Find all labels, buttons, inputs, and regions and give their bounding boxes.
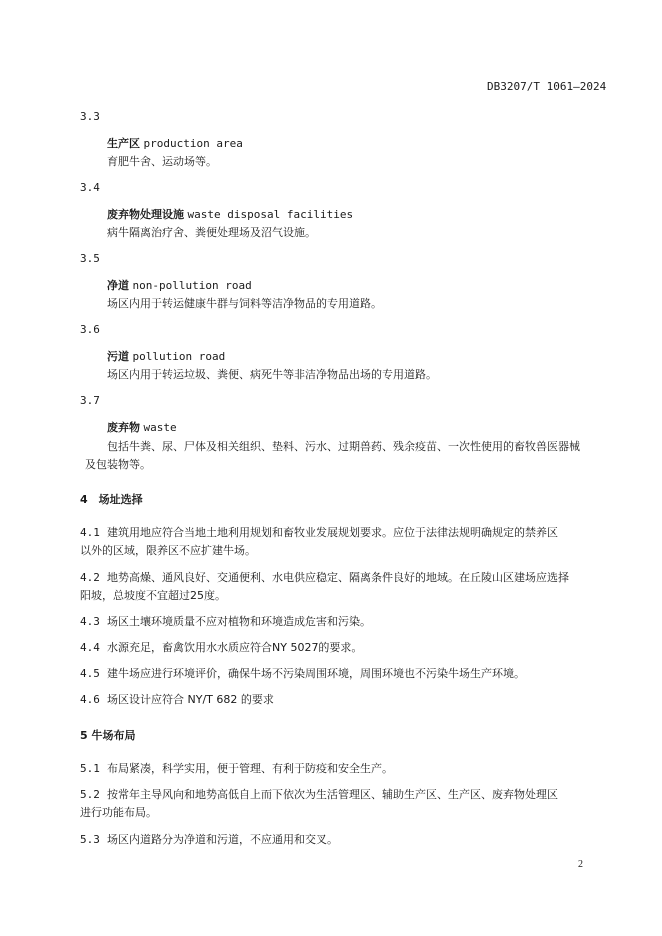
- term-cn: 废弃物处理设施: [107, 208, 184, 221]
- term-number: 3.6: [80, 323, 100, 336]
- clause-text: 布局紧凑，科学实用，便于管理、有利于防疫和安全生产。: [107, 762, 393, 775]
- clause-text: 场区内道路分为净道和污道，不应通用和交叉。: [107, 833, 338, 846]
- clause-text: 地势高燥、通风良好、交通便利、水电供应稳定、隔离条件良好的地域。在丘陵山区建场应选择: [107, 571, 569, 584]
- clause-text: 按常年主导风向和地势高低自上而下依次为生活管理区、辅助生产区、生产区、废弃物处理区: [107, 788, 558, 801]
- term-en: waste disposal facilities: [187, 208, 354, 221]
- term-title: [107, 277, 252, 293]
- clause-text: 水源充足，畜禽饮用水水质应符合NY 5027的要求。: [107, 641, 363, 654]
- term-definition-line1: 包括牛粪、尿、尸体及相关组织、垫料、污水、过期兽药、残余疫苗、一次性使用的畜牧兽医器械: [107, 440, 580, 453]
- clause-line1: [80, 831, 338, 847]
- term-number: 3.3: [80, 110, 100, 123]
- clause-line2: 阳坡，总坡度不宜超过25度。: [80, 589, 226, 602]
- clause-text: 建牛场应进行环境评价，确保牛场不污染周围环境，周围环境也不污染牛场生产环境。: [107, 667, 525, 680]
- clause-number: 4.6: [80, 693, 100, 706]
- clause-text: 场区设计应符合 NY/T 682 的要求: [107, 693, 274, 706]
- clause-line1: [80, 665, 525, 681]
- standard-code: DB3207/T 1061—2024: [487, 80, 607, 93]
- term-title: [107, 135, 243, 151]
- term-en: production area: [143, 137, 243, 150]
- term-cn: 净道: [107, 279, 129, 292]
- term-definition: 病牛隔离治疗舍、粪便处理场及沼气设施。: [107, 226, 316, 239]
- clause-number: 5.3: [80, 833, 100, 846]
- clause-line1: [80, 786, 558, 802]
- term-cn: 废弃物: [107, 421, 140, 434]
- clause-line1: [80, 569, 569, 585]
- term-number: 3.4: [80, 181, 100, 194]
- clause-number: 4.3: [80, 615, 100, 628]
- clause-number: 4.2: [80, 571, 100, 584]
- term-en: waste: [143, 421, 177, 434]
- clause-line1: [80, 639, 362, 655]
- clause-line1: [80, 760, 393, 776]
- clause-line2: 进行功能布局。: [80, 806, 157, 819]
- clause-line1: [80, 524, 558, 540]
- clause-number: 4.4: [80, 641, 100, 654]
- clause-number: 4.5: [80, 667, 100, 680]
- clause-text: 场区土壤环境质量不应对植物和环境造成危害和污染。: [107, 615, 371, 628]
- clause-line2: 以外的区域，限养区不应扩建牛场。: [80, 544, 256, 557]
- term-title: [107, 348, 225, 364]
- clause-number: 5.1: [80, 762, 100, 775]
- term-definition: 场区内用于转运垃圾、粪便、病死牛等非洁净物品出场的专用道路。: [107, 368, 437, 381]
- term-cn: 污道: [107, 350, 129, 363]
- clause-line1: [80, 691, 274, 707]
- section-heading: 5 牛场布局: [80, 729, 136, 742]
- clause-line1: [80, 613, 371, 629]
- term-definition-line2: 及包装物等。: [85, 458, 151, 471]
- term-definition: 场区内用于转运健康牛群与饲料等洁净物品的专用道路。: [107, 297, 382, 310]
- page-number: 2: [578, 859, 583, 870]
- term-cn: 生产区: [107, 137, 140, 150]
- term-en: non-pollution road: [132, 279, 252, 292]
- term-number: 3.5: [80, 252, 100, 265]
- term-definition: 育肥牛舍、运动场等。: [107, 155, 217, 168]
- term-en: pollution road: [132, 350, 226, 363]
- clause-text: 建筑用地应符合当地土地利用规划和畜牧业发展规划要求。应位于法律法规明确规定的禁养区: [107, 526, 558, 539]
- term-title: [107, 206, 353, 222]
- term-number: 3.7: [80, 394, 100, 407]
- clause-number: 5.2: [80, 788, 100, 801]
- section-heading: 4 场址选择: [80, 493, 143, 506]
- clause-number: 4.1: [80, 526, 100, 539]
- term-title: [107, 419, 177, 435]
